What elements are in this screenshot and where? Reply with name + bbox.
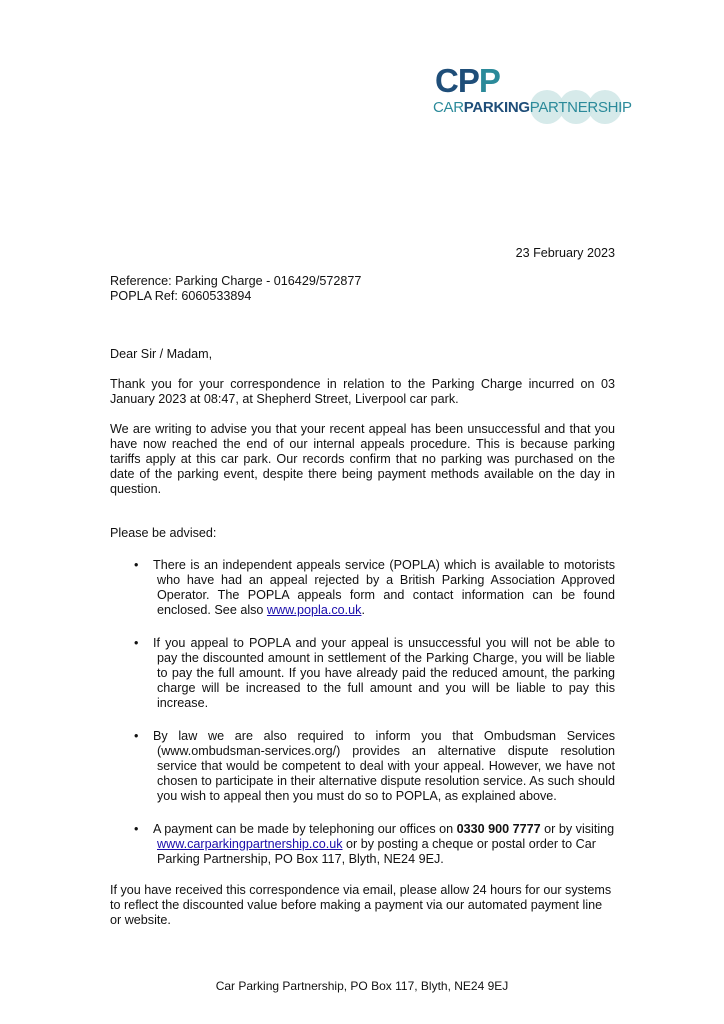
bullet-text: By law we are also required to inform you that Ombudsman Services (www.ombudsman-services.org/) provides an alternative dispute resolution service that would be competent to deal with your appeal. However, we have not chosen to participate in their alternative dispute resolution service. As such should you wish to appeal then you must do so to POPLA, as explained above. (153, 729, 615, 803)
paragraph-appeal-unsuccessful: We are writing to advise you that your recent appeal has been unsuccessful and that you have now reached the end of our internal appeals procedure. This is because parking tariffs apply at this car park. Our records confirm that no parking was purchased on the date of the parking event, despite there being payment methods available on the day in question. (110, 422, 615, 496)
logo-wordmark (433, 100, 632, 116)
bullet-text-start: A payment can be made by telephoning our offices on (153, 822, 457, 836)
bullet-item-payment (134, 822, 615, 867)
please-be-advised-heading: Please be advised: (110, 526, 217, 540)
bullet-text: If you appeal to POPLA and your appeal is unsuccessful you will not be able to pay the discounted amount in settlement of the Parking Charge, you will be liable to pay the full amount. If you have already paid the reduced amount, the parking charge will be increased to the full amount and you will be liable to pay this increase. (153, 636, 615, 710)
payment-phone-number: 0330 900 7777 (456, 822, 541, 836)
letter-date: 23 February 2023 (515, 246, 615, 260)
logo-mark-last: P (478, 62, 500, 99)
bullet-icon: • (134, 822, 139, 836)
bullet-item-popla-unsuccessful (134, 636, 615, 711)
bullet-text-mid: or by visiting (540, 822, 615, 836)
parking-charge-reference: Reference: Parking Charge - 016429/572877 (110, 274, 362, 288)
paragraph-correspondence: Thank you for your correspondence in relation to the Parking Charge incurred on 03 January 2023 at 08:47, at Shepherd Street, Liverpool car park. (110, 377, 615, 406)
logo-word-car: CAR (433, 99, 464, 116)
reference-block (110, 274, 361, 304)
carparkingpartnership-link[interactable]: www.carparkingpartnership.co.uk (157, 837, 343, 851)
logo-word-partnership: PARTNERSHIP (529, 99, 632, 116)
bullet-text (153, 558, 615, 618)
logo-mark-prefix: CP (435, 62, 479, 99)
bullet-text-end: . (361, 603, 365, 617)
paragraph-email-notice: If you have received this correspondence via email, please allow 24 hours for our systems to reflect the discounted value before making a payment via our automated payment line or website. (110, 883, 612, 927)
bullet-icon: • (134, 729, 139, 743)
bullet-icon: • (134, 636, 139, 650)
salutation: Dear Sir / Madam, (110, 347, 213, 361)
logo-mark (435, 64, 500, 97)
bullet-text-end: or by posting a cheque or postal order to Car Parking Partnership, PO Box 117, Blyth, NE24 9EJ. (157, 837, 596, 866)
footer-address: Car Parking Partnership, PO Box 117, Blyth, NE24 9EJ (215, 979, 509, 993)
bullet-item-popla-service (134, 558, 615, 618)
popla-link[interactable]: www.popla.co.uk (266, 603, 362, 617)
bullet-icon: • (134, 558, 139, 572)
logo-word-parking: PARKING (463, 99, 530, 116)
bullet-text (153, 822, 615, 867)
popla-reference: POPLA Ref: 6060533894 (110, 289, 252, 303)
company-logo (432, 62, 632, 130)
bullet-item-ombudsman (134, 729, 615, 804)
bullet-text-body: There is an independent appeals service (POPLA) which is available to motorists who have had an appeal rejected by a British Parking Association Approved Operator. The POPLA appeals form and contact information can be found enclosed. See also (153, 558, 615, 617)
